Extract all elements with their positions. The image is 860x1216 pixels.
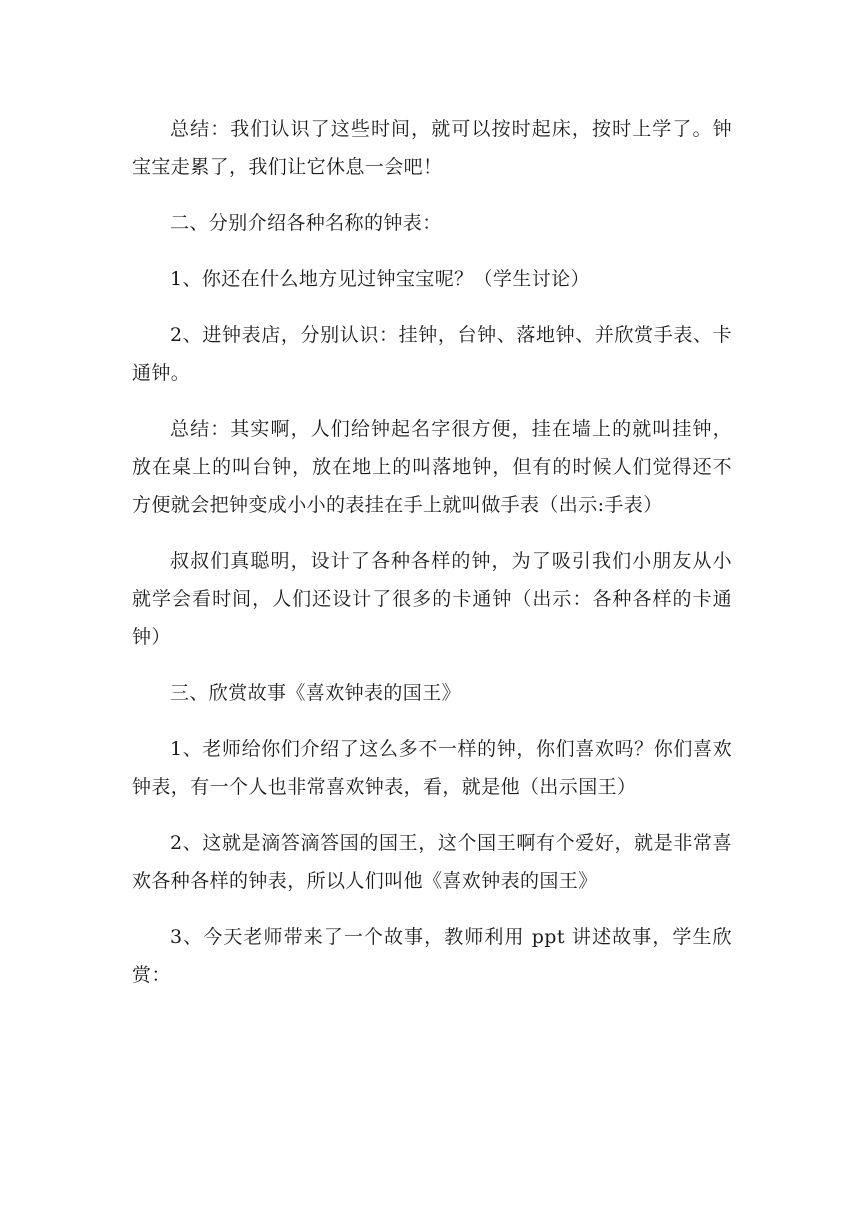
paragraph-item-1: 1、你还在什么地方见过钟宝宝呢？（学生讨论）: [170, 268, 590, 290]
paragraph-summary-clocks: 总结：其实啊，人们给钟起名字很方便，挂在墙上的就叫挂钟，放在桌上的叫台钟，放在地上的叫落地钟，但有的时候人们觉得还不方便就会把钟变成小小的表挂在手上就叫做手表（出示:手表）: [132, 418, 732, 516]
section-heading-3: 三、欣赏故事《喜欢钟表的国王》: [170, 682, 462, 704]
paragraph-story-item-1: 1、老师给你们介绍了这么多不一样的钟，你们喜欢吗？你们喜欢钟表，有一个人也非常喜欢钟表，看，就是他（出示国王）: [132, 738, 732, 798]
paragraph-story-item-3: 3、今天老师带来了一个故事，教师利用 ppt 讲述故事，学生欣赏：: [132, 926, 732, 986]
paragraph-summary-time: 总结：我们认识了这些时间，就可以按时起床，按时上学了。钟宝宝走累了，我们让它休息一会吧！: [132, 118, 732, 178]
paragraph-cartoon-clocks: 叔叔们真聪明，设计了各种各样的钟，为了吸引我们小朋友从小就学会看时间，人们还设计了很多的卡通钟（出示：各种各样的卡通钟）: [132, 550, 732, 648]
paragraph-item-2: 2、进钟表店，分别认识：挂钟，台钟、落地钟、并欣赏手表、卡通钟。: [132, 324, 732, 384]
document-body: [132, 110, 732, 1012]
section-heading-2: 二、分别介绍各种名称的钟表：: [170, 212, 442, 234]
paragraph-story-item-2: 2、这就是滴答滴答国的国王，这个国王啊有个爱好，就是非常喜欢各种各样的钟表，所以人们叫他《喜欢钟表的国王》: [132, 832, 732, 892]
